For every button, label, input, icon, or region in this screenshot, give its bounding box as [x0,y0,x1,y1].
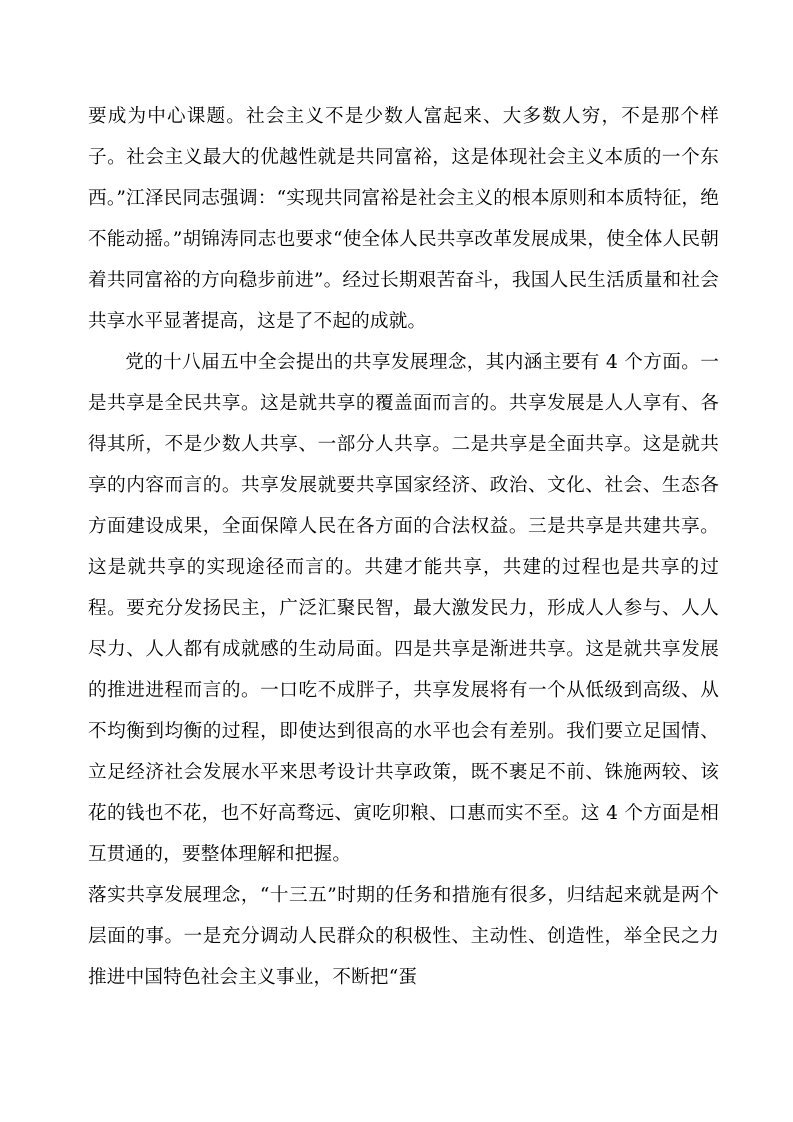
paragraph-3: 落实共享发展理念，“十三五”时期的任务和措施有很多，归结起来就是两个层面的事。一是充分调动人民群众的积极性、主动性、创造性，举全民之力推进中国特色社会主义事业，不断把“蛋 [88,885,719,988]
paragraph-2: 党的十八届五中全会提出的共享发展理念，其内涵主要有 4 个方面。一是共享是全民共享。这是就共享的覆盖面而言的。共享发展是人人享有、各得其所，不是少数人共享、一部分人共享。二是共享是全面共享。这是就共享的内容而言的。共享发展就要共享国家经济、政治、文化、社会、生态各方面建设成果，全面保障人民在各方面的合法权益。三是共享是共建共享。这是就共享的实现途径而言的。共建才能共享，共建的过程也是共享的过程。要充分发扬民主，广泛汇聚民智，最大激发民力，形成人人参与、人人尽力、人人都有成就感的生动局面。四是共享是渐进共享。这是就共享发展的推进进程而言的。一口吃不成胖子，共享发展将有一个从低级到高级、从不均衡到均衡的过程，即使达到很高的水平也会有差别。我们要立足国情、立足经济社会发展水平来思考设计共享政策，既不裹足不前、铢施两较、该花的钱也不花，也不好高骛远、寅吃卯粮、口惠而实不至。这 4 个方面是相互贯通的，要整体理解和把握。 [88,352,719,865]
document-body [88,96,719,998]
paragraph-1: 要成为中心课题。社会主义不是少数人富起来、大多数人穷，不是那个样子。社会主义最大的优越性就是共同富裕，这是体现社会主义本质的一个东西。”江泽民同志强调：“实现共同富裕是社会主义的根本原则和本质特征，绝不能动摇。”胡锦涛同志也要求“使全体人民共享改革发展成果，使全体人民朝着共同富裕的方向稳步前进”。经过长期艰苦奋斗，我国人民生活质量和社会共享水平显著提高，这是了不起的成就。 [88,106,719,332]
